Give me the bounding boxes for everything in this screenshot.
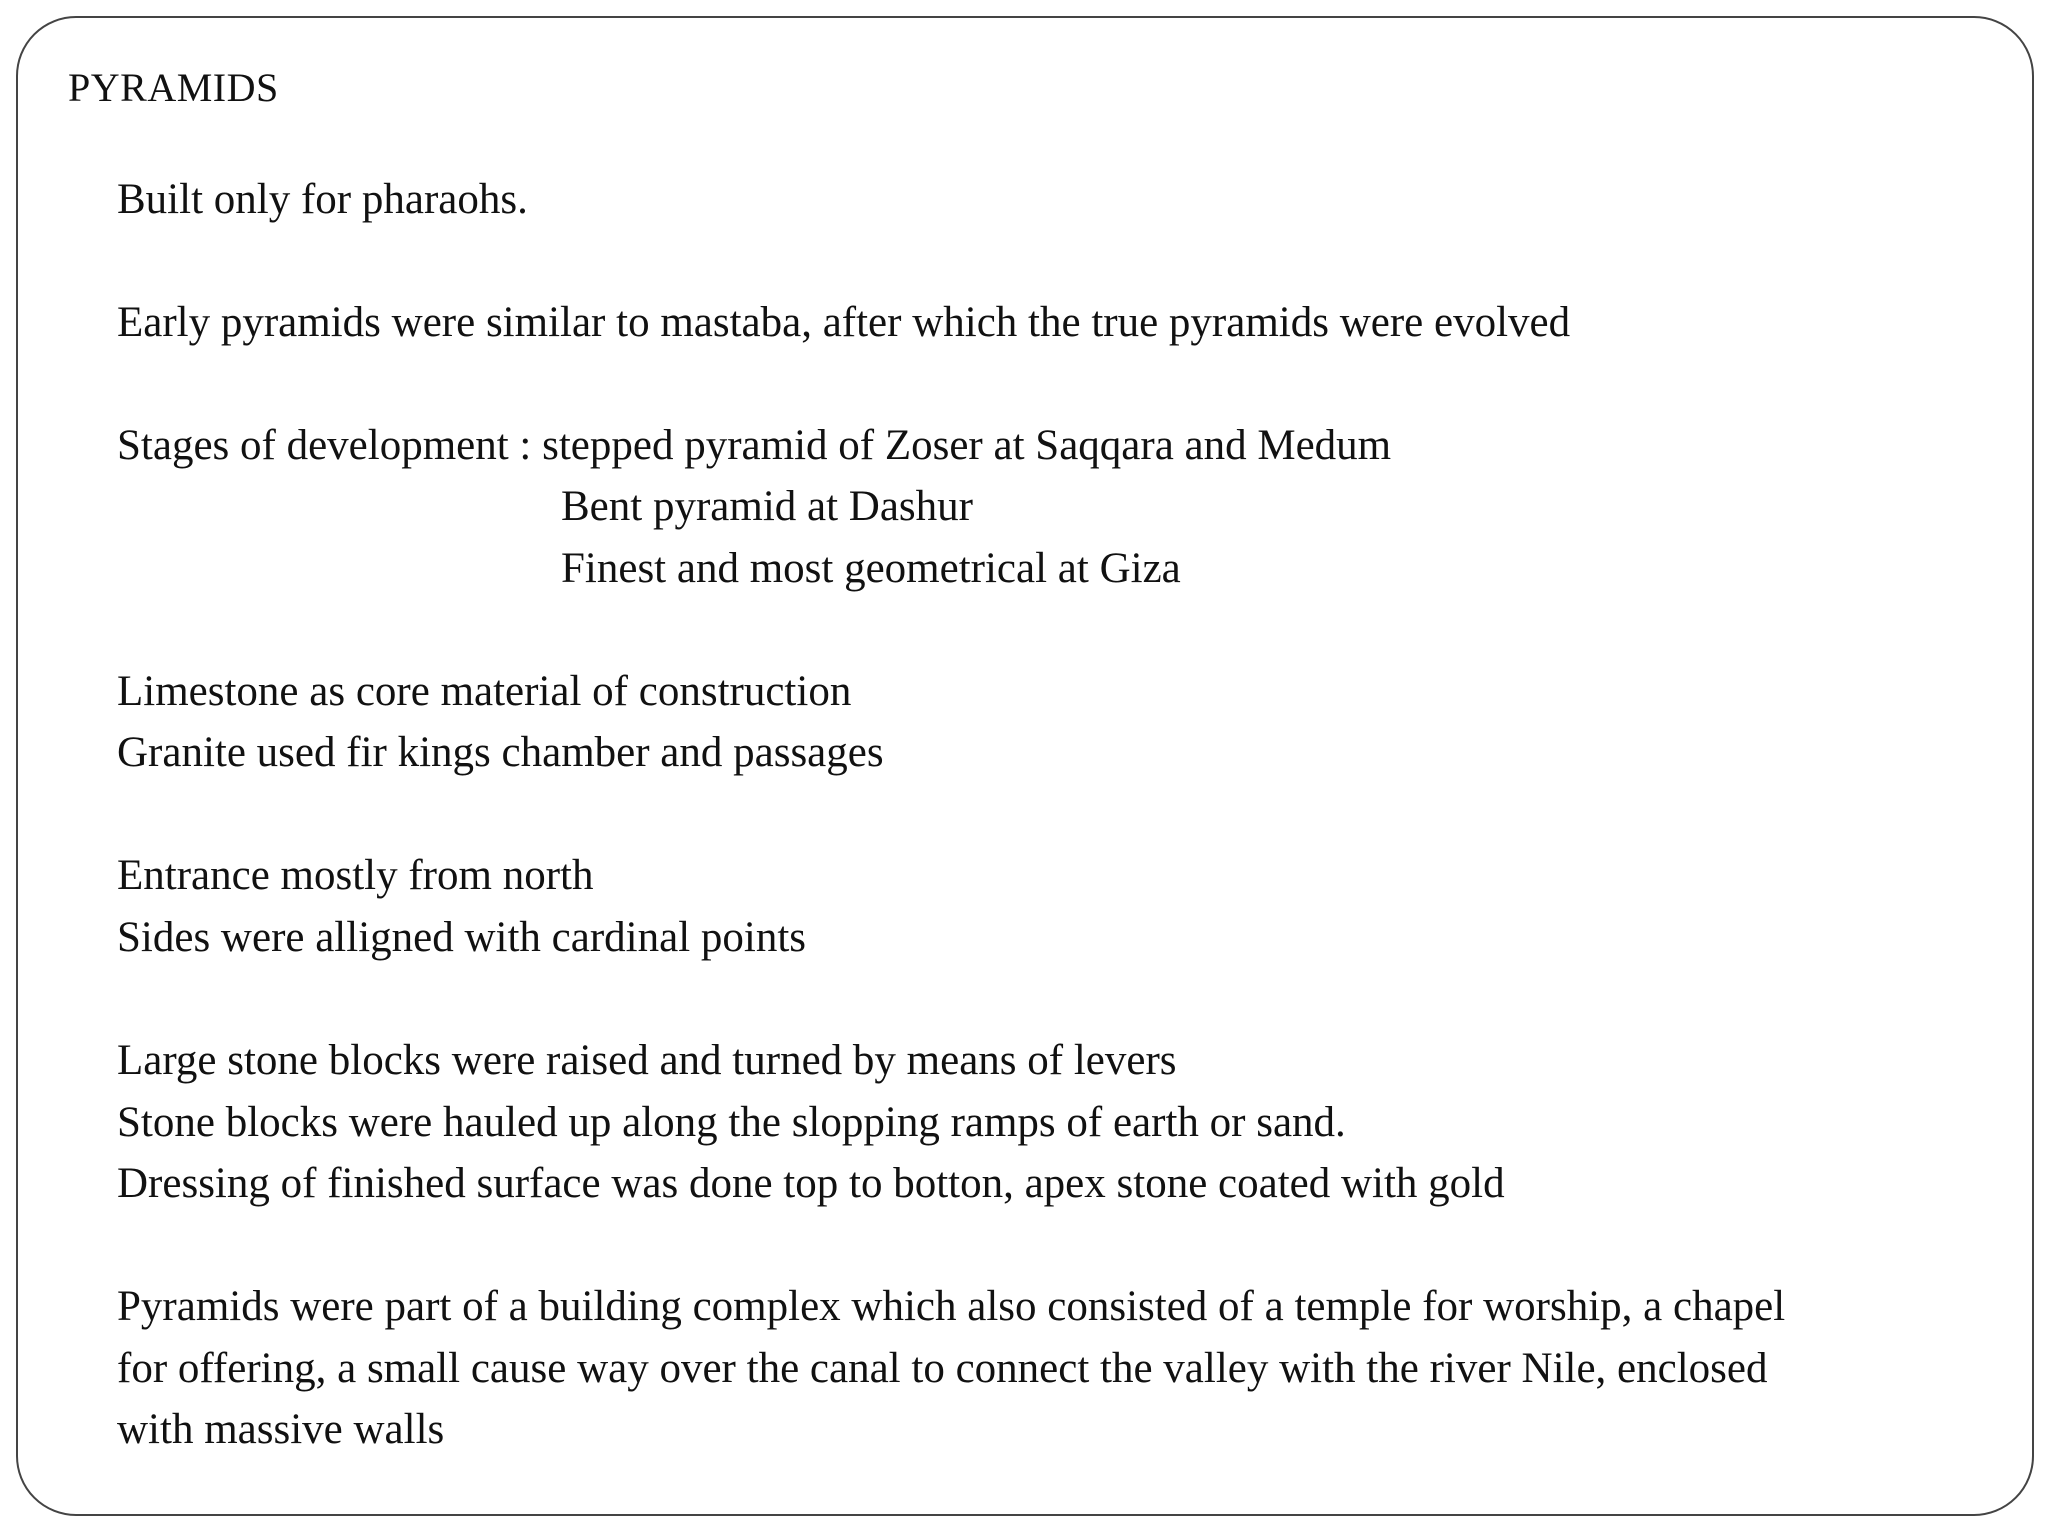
text-line-granite: Granite used fir kings chamber and passages: [117, 729, 884, 776]
text-line-dressing: Dressing of finished surface was done top to botton, apex stone coated with gold: [117, 1160, 1505, 1207]
text-line-limestone: Limestone as core material of construction: [117, 668, 852, 715]
text-line-sides: Sides were alligned with cardinal points: [117, 914, 807, 961]
text-line-bent-pyramid: Bent pyramid at Dashur: [561, 483, 973, 530]
text-line-complex-3: with massive walls: [117, 1406, 445, 1453]
text-line-pharaohs: Built only for pharaohs.: [117, 176, 528, 223]
text-line-early-pyramids: Early pyramids were similar to mastaba, after which the true pyramids were evolved: [117, 299, 1571, 346]
text-line-complex-1: Pyramids were part of a building complex which also consisted of a temple for worship, a chapel: [117, 1283, 1786, 1330]
text-line-giza: Finest and most geometrical at Giza: [561, 545, 1181, 592]
text-line-entrance: Entrance mostly from north: [117, 852, 594, 899]
text-line-ramps: Stone blocks were hauled up along the slopping ramps of earth or sand.: [117, 1099, 1346, 1146]
text-line-levers: Large stone blocks were raised and turned by means of levers: [117, 1037, 1177, 1084]
slide-title: PYRAMIDS: [68, 65, 279, 110]
text-line-stages: Stages of development : stepped pyramid of Zoser at Saqqara and Medum: [117, 422, 1392, 469]
text-line-complex-2: for offering, a small cause way over the canal to connect the valley with the river Nile, enclosed: [117, 1345, 1768, 1392]
